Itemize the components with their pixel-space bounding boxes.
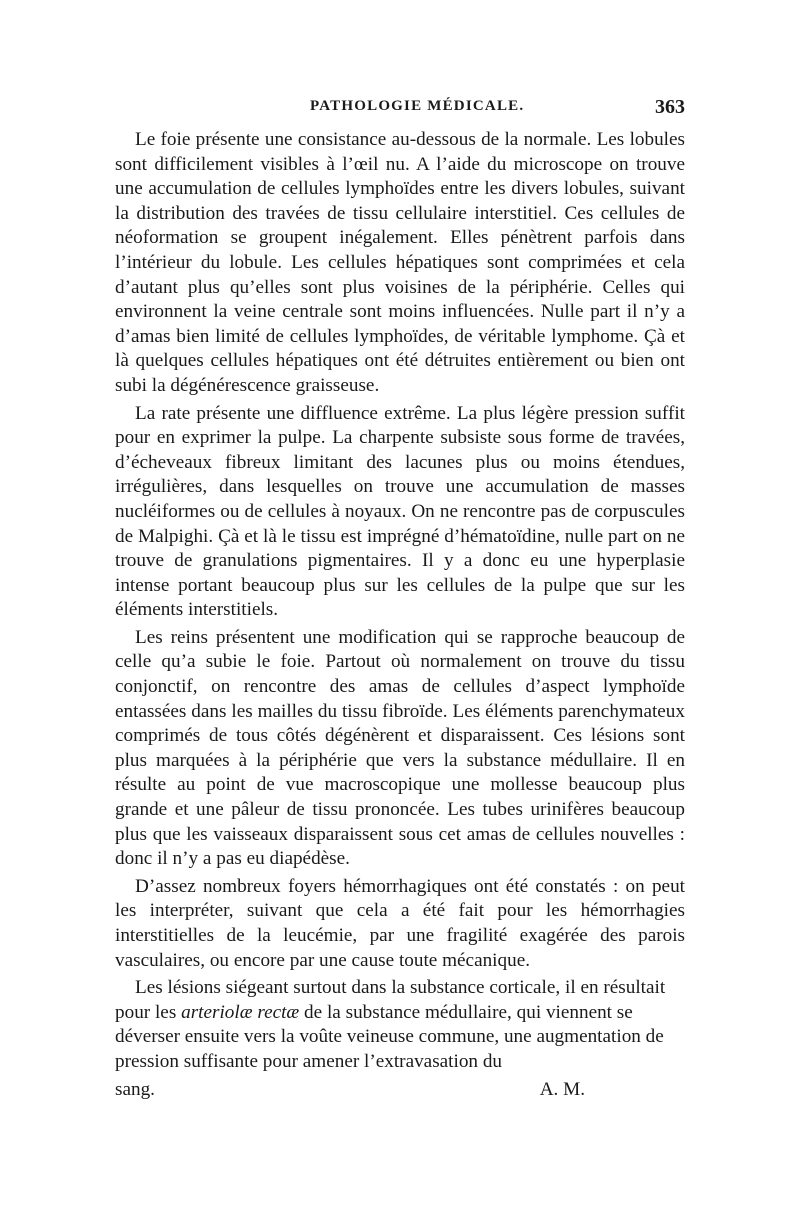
final-word: sang.: [115, 1078, 155, 1100]
conclusion-italic-term: arteriolæ rectæ: [181, 1001, 300, 1023]
paragraph-liver: Le foie présente une consistance au-dessous de la normale. Les lobules sont difficilement visibles à l’œil nu. A l’aide du microscope on trouve une accumulation de cellules lymphoïdes entre les divers lobules, suivant la distribution des travées de tissu cellulaire interstitiel. Ces cellules de néoformation se groupent inégalement. Elles pénètrent parfois dans l’intérieur du lobule. Les cellules hépatiques sont comprimées et cela d’autant plus qu’elles sont plus voisines de la périphérie. Celles qui environnent la veine centrale sont moins influencées. Nulle part il n’y a d’amas bien limité de cellules lymphoïdes, de véritable lymphome. Çà et là quelques cellules hépatiques ont été détruites entièrement ou bien ont subi la dégénérescence graisseuse.: [115, 129, 685, 396]
page-header: [115, 96, 685, 120]
paragraph-kidneys: Les reins présentent une modification qui se rapproche beaucoup de celle qu’a subie le foie. Partout où normalement on trouve du tissu conjonctif, on rencontre des amas de cellules d’aspect lymphoïde entassées dans les mailles du tissu fibroïde. Les éléments parenchymateux comprimés de tous côtés dégénèrent et disparaissent. Ces lésions sont plus marquées à la périphérie que vers la substance médullaire. Il en résulte au point de vue macroscopique une mollesse beaucoup plus grande et une pâleur de tissu prononcée. Les tubes urinifères beaucoup plus que les vaisseaux disparaissent sous cet amas de cellules nouvelles : donc il n’y a pas eu diapédèse.: [115, 626, 685, 870]
signoff-line: [115, 1078, 685, 1103]
body-text: [115, 128, 685, 1102]
page-number: 363: [655, 96, 685, 118]
paragraph-spleen: La rate présente une diffluence extrême. La plus légère pression suffit pour en exprimer la pulpe. La charpente subsiste sous forme de travées, d’écheveaux fibreux limitant des lacunes plus ou moins étendues, irrégulières, dans lesquelles on trouve une accumulation de masses nucléiformes ou de cellules à noyaux. On ne rencontre pas de corpuscules de Malpighi. Çà et là le tissu est imprégné d’hématoïdine, nulle part on ne trouve de granulations pigmentaires. Il y a donc eu une hyperplasie intense portant beaucoup plus sur les cellules de la pulpe que sur les éléments interstitiels.: [115, 402, 685, 621]
paragraph-conclusion: [115, 976, 685, 1074]
conclusion-text-end: de la substance médullaire, qui viennent se déverser ensuite vers la voûte veineuse commune, une augmentation de pression suffisante pour amener l’extravasation du: [115, 1001, 664, 1072]
conclusion-text-start: Les lésions siégeant surtout dans la substance corticale, il en résultait pour les: [115, 977, 666, 1023]
author-signature: A. M.: [539, 1078, 585, 1100]
paragraph-hemorrhages: D’assez nombreux foyers hémorrhagiques ont été constatés : on peut les interpréter, suivant que cela a été fait pour les hémorrhagies interstitielles de la leucémie, par une fragilité exagérée des parois vasculaires, ou encore par une cause toute mécanique.: [115, 875, 685, 971]
running-title: PATHOLOGIE MÉDICALE.: [310, 98, 525, 114]
